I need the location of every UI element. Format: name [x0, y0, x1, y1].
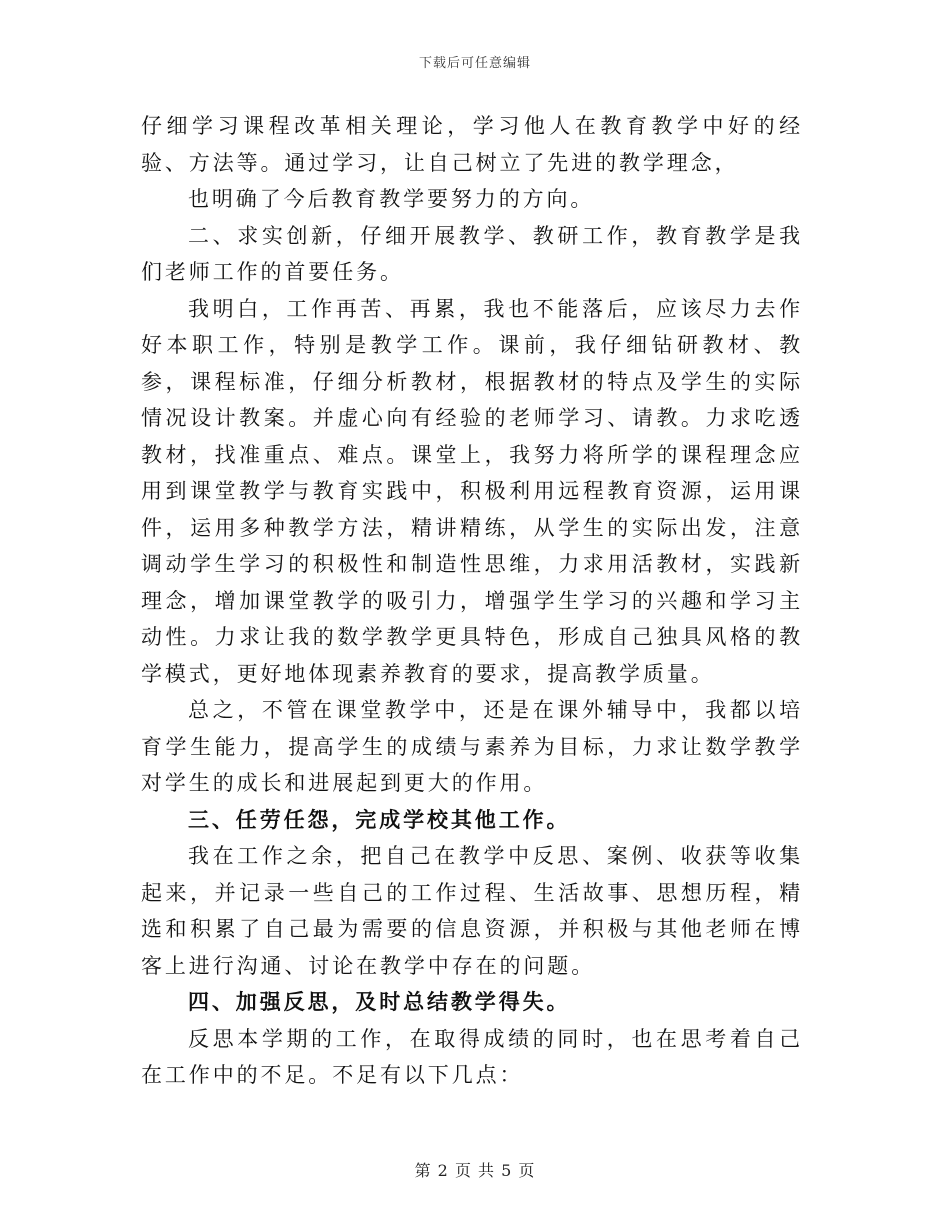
paragraph-1: 仔细学习课程改革相关理论，学习他人在教育教学中好的经验、方法等。通过学习，让自己树立了先进的教学理念， [141, 114, 803, 175]
page-header: 下载后可任意编辑 [418, 56, 531, 71]
paragraph-3: 二、求实创新，仔细开展教学、教研工作，教育教学是我们老师工作的首要任务。 [141, 223, 803, 284]
document-body [141, 108, 803, 1094]
paragraph-2: 也明确了今后教育教学要努力的方向。 [188, 187, 595, 211]
paragraph-7: 反思本学期的工作，在取得成绩的同时，也在思考着自己在工作中的不足。不足有以下几点： [141, 1026, 803, 1087]
page-number: 第 2 页 共 5 页 [414, 1161, 536, 1180]
section-heading-3: 三、任劳任怨，完成学校其他工作。 [188, 806, 571, 832]
paragraph-4: 我明白，工作再苦、再累，我也不能落后，应该尽力去作好本职工作，特别是教学工作。课前，我仔细钻研教材、教参，课程标准，仔细分析教材，根据教材的特点及学生的实际情况设计教案。并虚心向有经验的老师学习、请教。力求吃透教材，找准重点、难点。课堂上，我努力将所学的课程理念应用到课堂教学与教育实践中，积极利用远程教育资源，运用课件，运用多种教学方法，精讲精练，从学生的实际出发，注意调动学生学习的积极性和制造性思维，力求用活教材，实践新理念，增加课堂教学的吸引力，增强学生学习的兴趣和学习主动性。力求让我的数学教学更具特色，形成自己独具风格的教学模式，更好地体现素养教育的要求，提高教学质量。 [141, 296, 803, 686]
paragraph-5: 总之，不管在课堂教学中，还是在课外辅导中，我都以培育学生能力，提高学生的成绩与素养为目标，力求让数学教学对学生的成长和进展起到更大的作用。 [141, 698, 803, 795]
section-heading-4: 四、加强反思，及时总结教学得失。 [188, 989, 571, 1014]
paragraph-6: 我在工作之余，把自己在教学中反思、案例、收获等收集起来，并记录一些自己的工作过程、生活故事、思想历程，精选和积累了自己最为需要的信息资源，并积极与其他老师在博客上进行沟通、讨论在教学中存在的问题。 [141, 844, 803, 978]
